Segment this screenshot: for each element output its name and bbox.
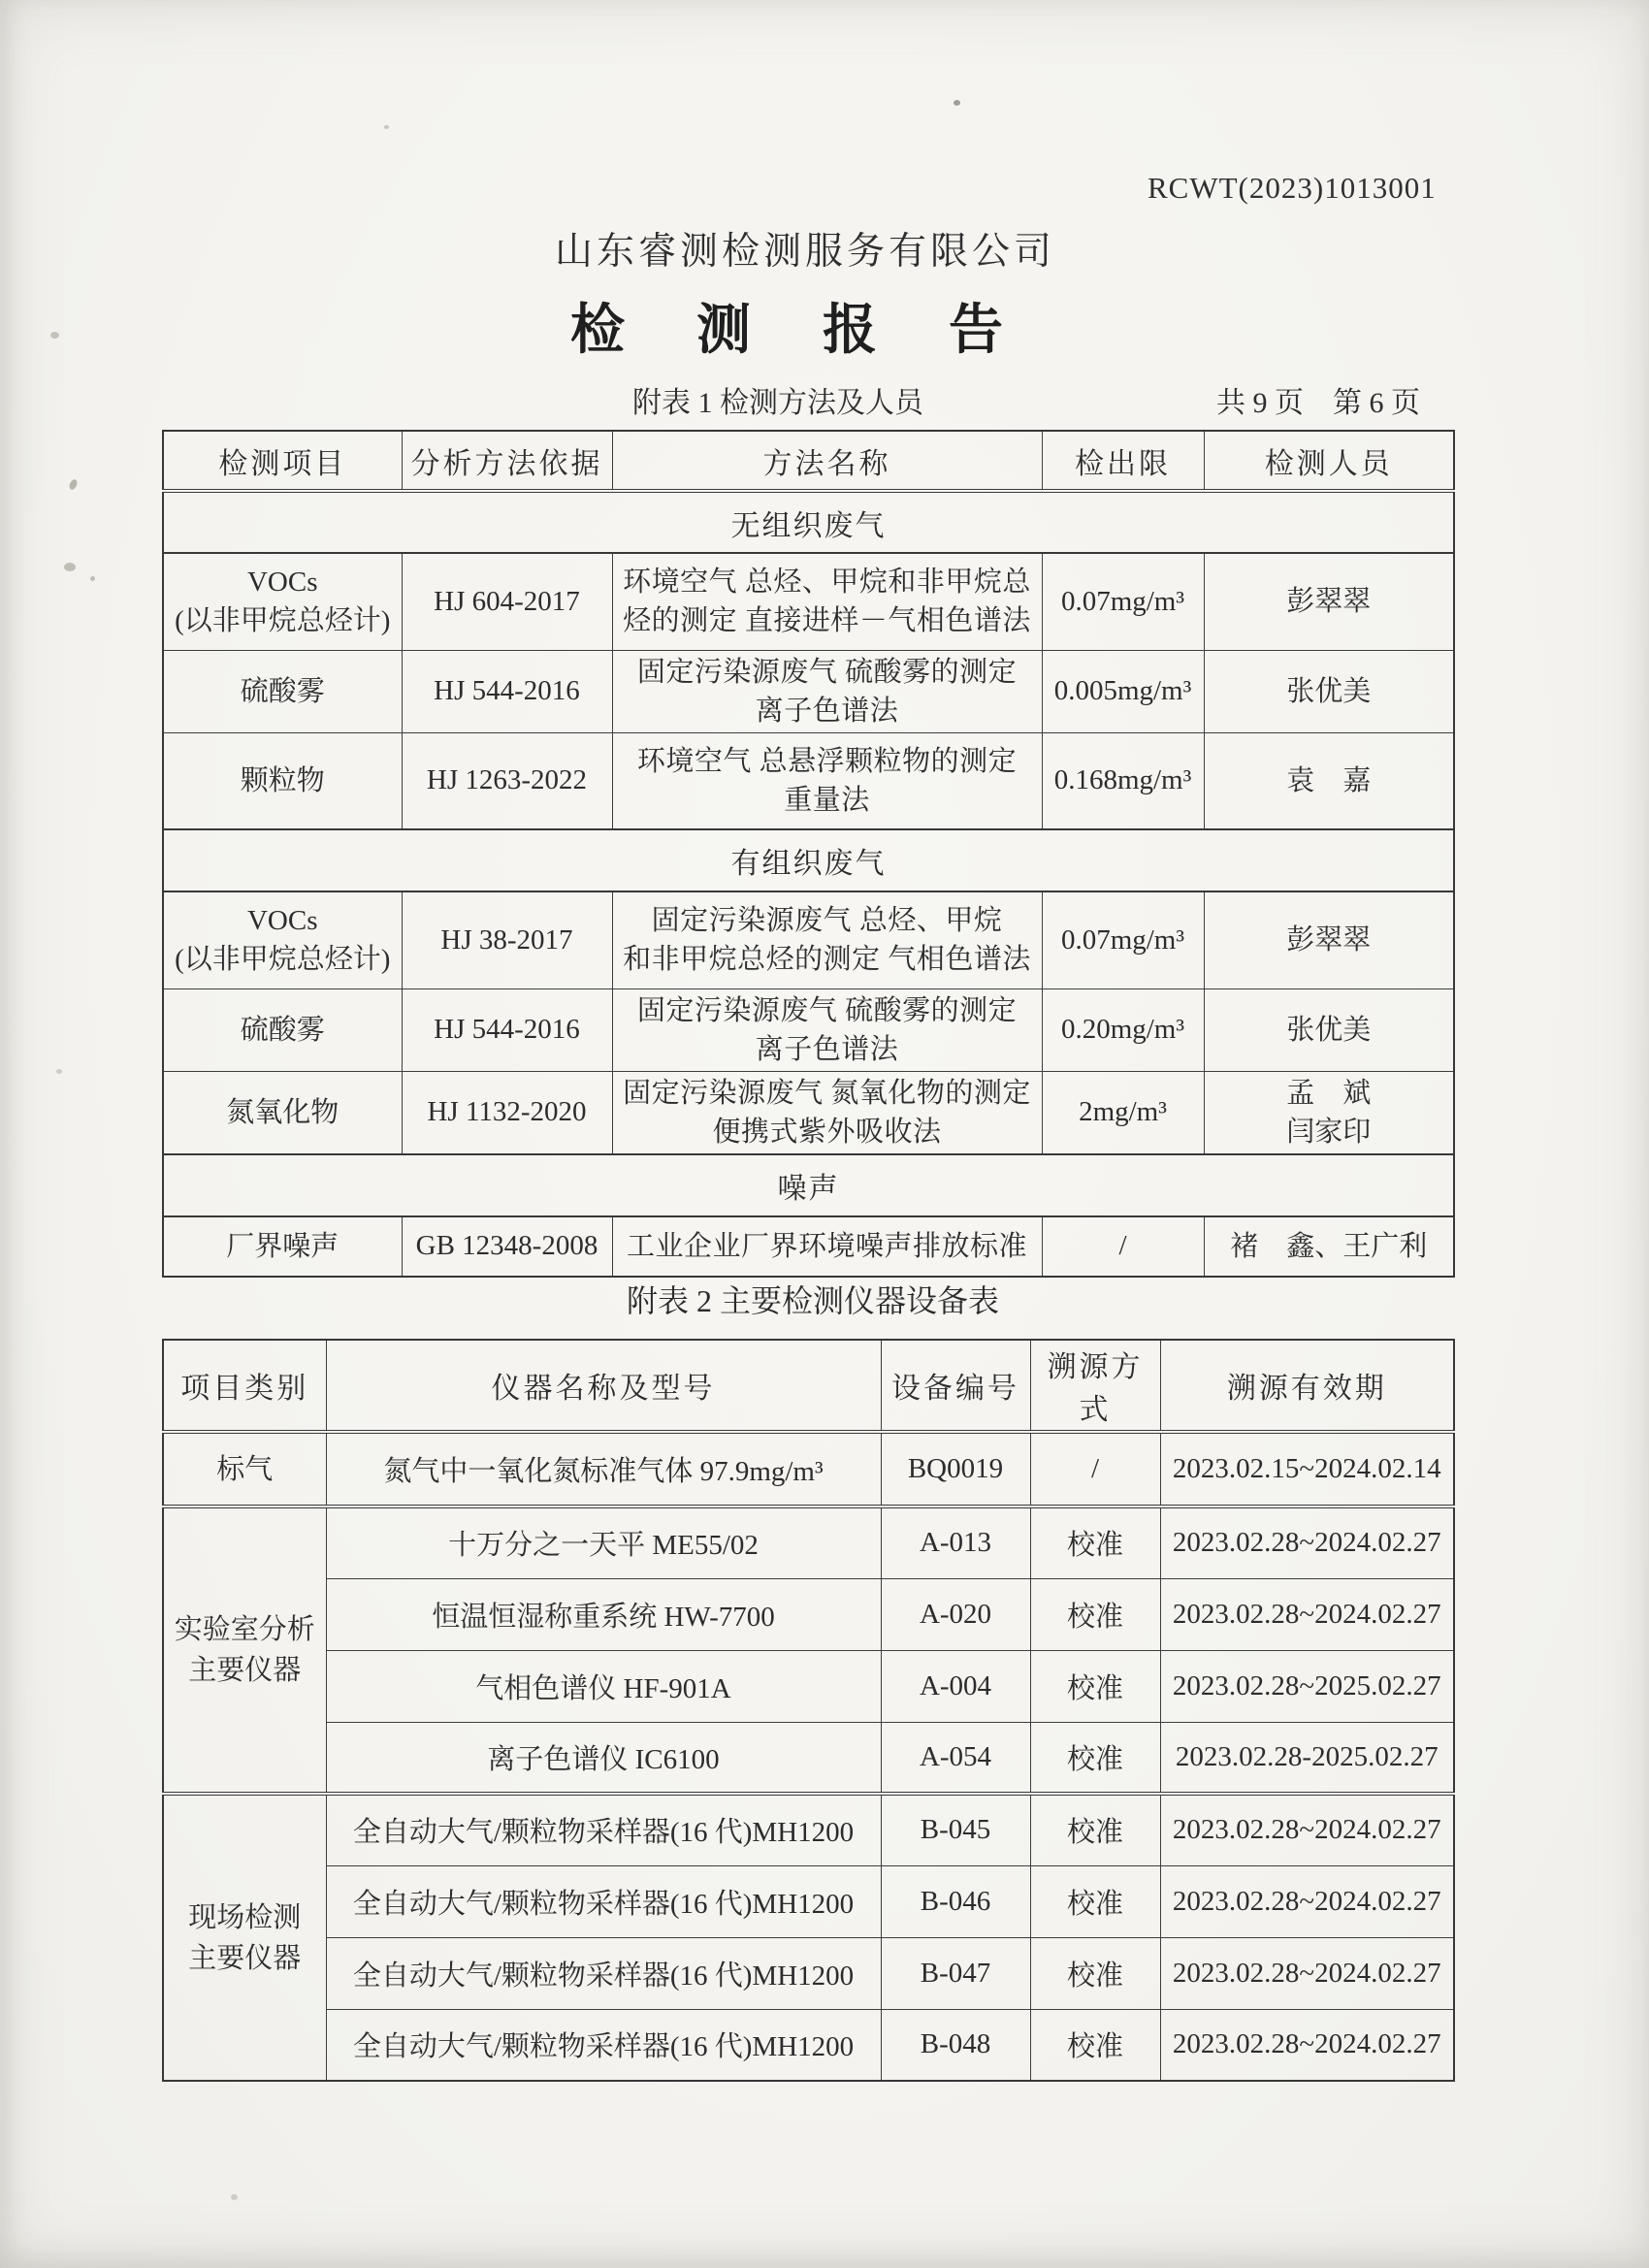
table2-row-weighing-system — [163, 1578, 1454, 1650]
cell-line: 离子色谱法 — [755, 1033, 899, 1065]
table1-header-row — [163, 431, 1454, 491]
header-cell-validity: 溯源有效期 — [1160, 1340, 1454, 1432]
cell-category — [163, 1432, 326, 1507]
cell-line: VOCs — [246, 905, 318, 937]
header-cell-personnel: 检测人员 — [1204, 431, 1454, 491]
table2-row-gas-chromatograph — [163, 1650, 1454, 1722]
cell-category-lab — [163, 1507, 326, 1794]
cell-code: A-013 — [881, 1507, 1030, 1578]
section-row-fugitive-gas — [163, 491, 1454, 553]
cell-item — [163, 732, 402, 829]
cell-basis: HJ 1132-2020 — [402, 1071, 612, 1154]
cell-personnel — [1204, 988, 1454, 1071]
cell-method — [612, 1071, 1042, 1154]
cell-trace: 校准 — [1030, 1937, 1160, 2009]
cell-instrument: 气相色谱仪 HF-901A — [326, 1650, 881, 1722]
table2-caption: 附表 2 主要检测仪器设备表 — [626, 1283, 999, 1318]
cell-code: A-004 — [881, 1650, 1030, 1722]
cell-validity: 2023.02.28~2024.02.27 — [1160, 2009, 1454, 2081]
doc-number: RCWT(2023)1013001 — [1148, 171, 1437, 205]
table1-row-particulates — [163, 732, 1454, 829]
cell-instrument: 全自动大气/颗粒物采样器(16 代)MH1200 — [326, 1865, 881, 1937]
cell-item — [163, 553, 402, 650]
table2-row-ion-chromatograph — [163, 1722, 1454, 1794]
table1-caption: 附表 1 检测方法及人员 — [632, 387, 923, 419]
cell-item — [163, 650, 402, 732]
cell-trace: 校准 — [1030, 1722, 1160, 1794]
table2-row-balance — [163, 1507, 1454, 1578]
cell-limit: 0.168mg/m³ — [1042, 732, 1204, 829]
cell-basis: HJ 604-2017 — [402, 553, 612, 650]
cell-validity: 2023.02.28~2024.02.27 — [1160, 1794, 1454, 1865]
scan-speck — [231, 2194, 238, 2200]
cell-validity: 2023.02.28~2024.02.27 — [1160, 1865, 1454, 1937]
section-row-noise — [163, 1154, 1454, 1216]
cell-line: 重量法 — [784, 784, 870, 816]
cell-line: (以非甲烷总烃计) — [175, 944, 391, 976]
cell-limit: 0.07mg/m³ — [1042, 891, 1204, 988]
scan-speck — [384, 125, 389, 129]
cell-line: 张优美 — [1286, 675, 1372, 707]
table2-header-row — [163, 1340, 1454, 1432]
cell-line: 现场检测 — [188, 1901, 302, 1933]
cell-instrument: 十万分之一天平 ME55/02 — [326, 1507, 881, 1578]
cell-trace: 校准 — [1030, 1507, 1160, 1578]
cell-method — [612, 1216, 1042, 1277]
cell-line: 闫家印 — [1286, 1116, 1372, 1148]
cell-line: 颗粒物 — [240, 764, 325, 796]
cell-basis: HJ 38-2017 — [402, 891, 612, 988]
cell-method — [612, 553, 1042, 650]
cell-line: 彭翠翠 — [1286, 586, 1372, 618]
table2-row-sampler-b048 — [163, 2009, 1454, 2081]
cell-code: A-054 — [881, 1722, 1030, 1794]
scan-speck — [954, 100, 960, 106]
cell-trace: 校准 — [1030, 1794, 1160, 1865]
section-label: 无组织废气 — [163, 491, 1454, 553]
header-cell-item: 检测项目 — [163, 431, 402, 491]
section-row-organized-gas — [163, 829, 1454, 891]
cell-basis: GB 12348-2008 — [402, 1216, 612, 1277]
cell-line: 固定污染源废气 硫酸雾的测定 — [636, 656, 1018, 688]
cell-trace: / — [1030, 1432, 1160, 1507]
section-label: 有组织废气 — [163, 829, 1454, 891]
cell-code: B-048 — [881, 2009, 1030, 2081]
cell-line: 实验室分析 — [174, 1614, 315, 1645]
cell-validity: 2023.02.28~2024.02.27 — [1160, 1578, 1454, 1650]
cell-instrument: 全自动大气/颗粒物采样器(16 代)MH1200 — [326, 1937, 881, 2009]
cell-personnel — [1204, 1071, 1454, 1154]
cell-limit: 0.07mg/m³ — [1042, 553, 1204, 650]
header-cell-instrument: 仪器名称及型号 — [326, 1340, 881, 1432]
cell-line: 硫酸雾 — [240, 675, 325, 707]
header-cell-trace: 溯源方式 — [1030, 1340, 1160, 1432]
cell-line: 褚 鑫、王广利 — [1230, 1230, 1428, 1262]
cell-method — [612, 988, 1042, 1071]
cell-line: 主要仪器 — [188, 1655, 302, 1686]
cell-line: 离子色谱法 — [755, 695, 899, 727]
cell-line: 和非甲烷总烃的测定 气相色谱法 — [623, 944, 1031, 976]
cell-trace: 校准 — [1030, 1865, 1160, 1937]
cell-item — [163, 1071, 402, 1154]
cell-item — [163, 1216, 402, 1277]
cell-basis: HJ 1263-2022 — [402, 732, 612, 829]
cell-item — [163, 988, 402, 1071]
scan-speck — [56, 1069, 62, 1074]
cell-code: B-046 — [881, 1865, 1030, 1937]
cell-line: 主要仪器 — [188, 1942, 302, 1974]
cell-personnel — [1204, 1216, 1454, 1277]
cell-trace: 校准 — [1030, 2009, 1160, 2081]
cell-method — [612, 891, 1042, 988]
cell-method — [612, 732, 1042, 829]
page-indicator: 共 9 页 第 6 页 — [1216, 387, 1420, 419]
cell-code: A-020 — [881, 1578, 1030, 1650]
table2-row-sampler-b045 — [163, 1794, 1454, 1865]
cell-line: 环境空气 总烃、甲烷和非甲烷总 — [623, 567, 1031, 599]
cell-instrument: 全自动大气/颗粒物采样器(16 代)MH1200 — [326, 2009, 881, 2081]
header-cell-limit: 检出限 — [1042, 431, 1204, 491]
scan-speck — [90, 576, 95, 581]
cell-code: B-045 — [881, 1794, 1030, 1865]
cell-line: 张优美 — [1286, 1014, 1372, 1046]
table1-row-vocs-fugitive — [163, 553, 1454, 650]
cell-validity: 2023.02.28-2025.02.27 — [1160, 1722, 1454, 1794]
cell-line: 固定污染源废气 氮氧化物的测定 — [623, 1077, 1031, 1109]
table1-row-sulfuric-mist-fugitive — [163, 650, 1454, 732]
cell-limit: 0.20mg/m³ — [1042, 988, 1204, 1071]
cell-line: VOCs — [246, 567, 318, 599]
table2-row-standard-gas — [163, 1432, 1454, 1507]
cell-limit: / — [1042, 1216, 1204, 1277]
cell-instrument: 氮气中一氧化氮标准气体 97.9mg/m³ — [326, 1432, 881, 1507]
cell-line: 环境空气 总悬浮颗粒物的测定 — [636, 745, 1018, 777]
table1-row-vocs-organized — [163, 891, 1454, 988]
cell-personnel — [1204, 891, 1454, 988]
cell-validity: 2023.02.28~2024.02.27 — [1160, 1937, 1454, 2009]
cell-limit: 0.005mg/m³ — [1042, 650, 1204, 732]
cell-personnel — [1204, 650, 1454, 732]
cell-line: 固定污染源废气 硫酸雾的测定 — [636, 994, 1018, 1026]
cell-basis: HJ 544-2016 — [402, 650, 612, 732]
cell-line: 厂界噪声 — [226, 1230, 340, 1262]
cell-category-field — [163, 1794, 326, 2081]
cell-line: 烃的测定 直接进样－气相色谱法 — [623, 605, 1031, 637]
cell-line: 氮氧化物 — [226, 1096, 340, 1128]
cell-line: 标气 — [216, 1453, 274, 1485]
header-cell-code: 设备编号 — [881, 1340, 1030, 1432]
cell-personnel — [1204, 732, 1454, 829]
cell-line: (以非甲烷总烃计) — [175, 605, 391, 637]
methods-personnel-table — [162, 430, 1455, 1278]
cell-limit: 2mg/m³ — [1042, 1071, 1204, 1154]
table1-row-boundary-noise — [163, 1216, 1454, 1277]
cell-instrument: 全自动大气/颗粒物采样器(16 代)MH1200 — [326, 1794, 881, 1865]
cell-line: 彭翠翠 — [1286, 924, 1372, 956]
scan-speck — [64, 563, 76, 571]
section-label: 噪声 — [163, 1154, 1454, 1216]
scan-speck — [68, 478, 79, 491]
header-cell-basis: 分析方法依据 — [402, 431, 612, 491]
cell-method — [612, 650, 1042, 732]
cell-line: 便携式紫外吸收法 — [712, 1116, 942, 1148]
company-name: 山东睿测检测服务有限公司 — [554, 231, 1055, 273]
cell-code: BQ0019 — [881, 1432, 1030, 1507]
cell-validity: 2023.02.28~2024.02.27 — [1160, 1507, 1454, 1578]
cell-code: B-047 — [881, 1937, 1030, 2009]
table1-row-sulfuric-mist-organized — [163, 988, 1454, 1071]
instruments-table — [162, 1339, 1455, 2082]
header-cell-method: 方法名称 — [612, 431, 1042, 491]
cell-trace: 校准 — [1030, 1650, 1160, 1722]
cell-validity: 2023.02.28~2025.02.27 — [1160, 1650, 1454, 1722]
cell-line: 孟 斌 — [1286, 1077, 1372, 1109]
table1-row-nox — [163, 1071, 1454, 1154]
cell-personnel — [1204, 553, 1454, 650]
report-title: 检 测 报 告 — [570, 301, 1032, 361]
cell-instrument: 离子色谱仪 IC6100 — [326, 1722, 881, 1794]
cell-validity: 2023.02.15~2024.02.14 — [1160, 1432, 1454, 1507]
table2-row-sampler-b047 — [163, 1937, 1454, 2009]
cell-line: 固定污染源废气 总烃、甲烷 — [651, 905, 1003, 937]
cell-trace: 校准 — [1030, 1578, 1160, 1650]
cell-line: 袁 嘉 — [1286, 764, 1372, 796]
cell-instrument: 恒温恒湿称重系统 HW-7700 — [326, 1578, 881, 1650]
header-cell-category: 项目类别 — [163, 1340, 326, 1432]
cell-line: 工业企业厂界环境噪声排放标准 — [626, 1230, 1027, 1262]
cell-line: 硫酸雾 — [240, 1014, 325, 1046]
cell-item — [163, 891, 402, 988]
cell-basis: HJ 544-2016 — [402, 988, 612, 1071]
table2-row-sampler-b046 — [163, 1865, 1454, 1937]
